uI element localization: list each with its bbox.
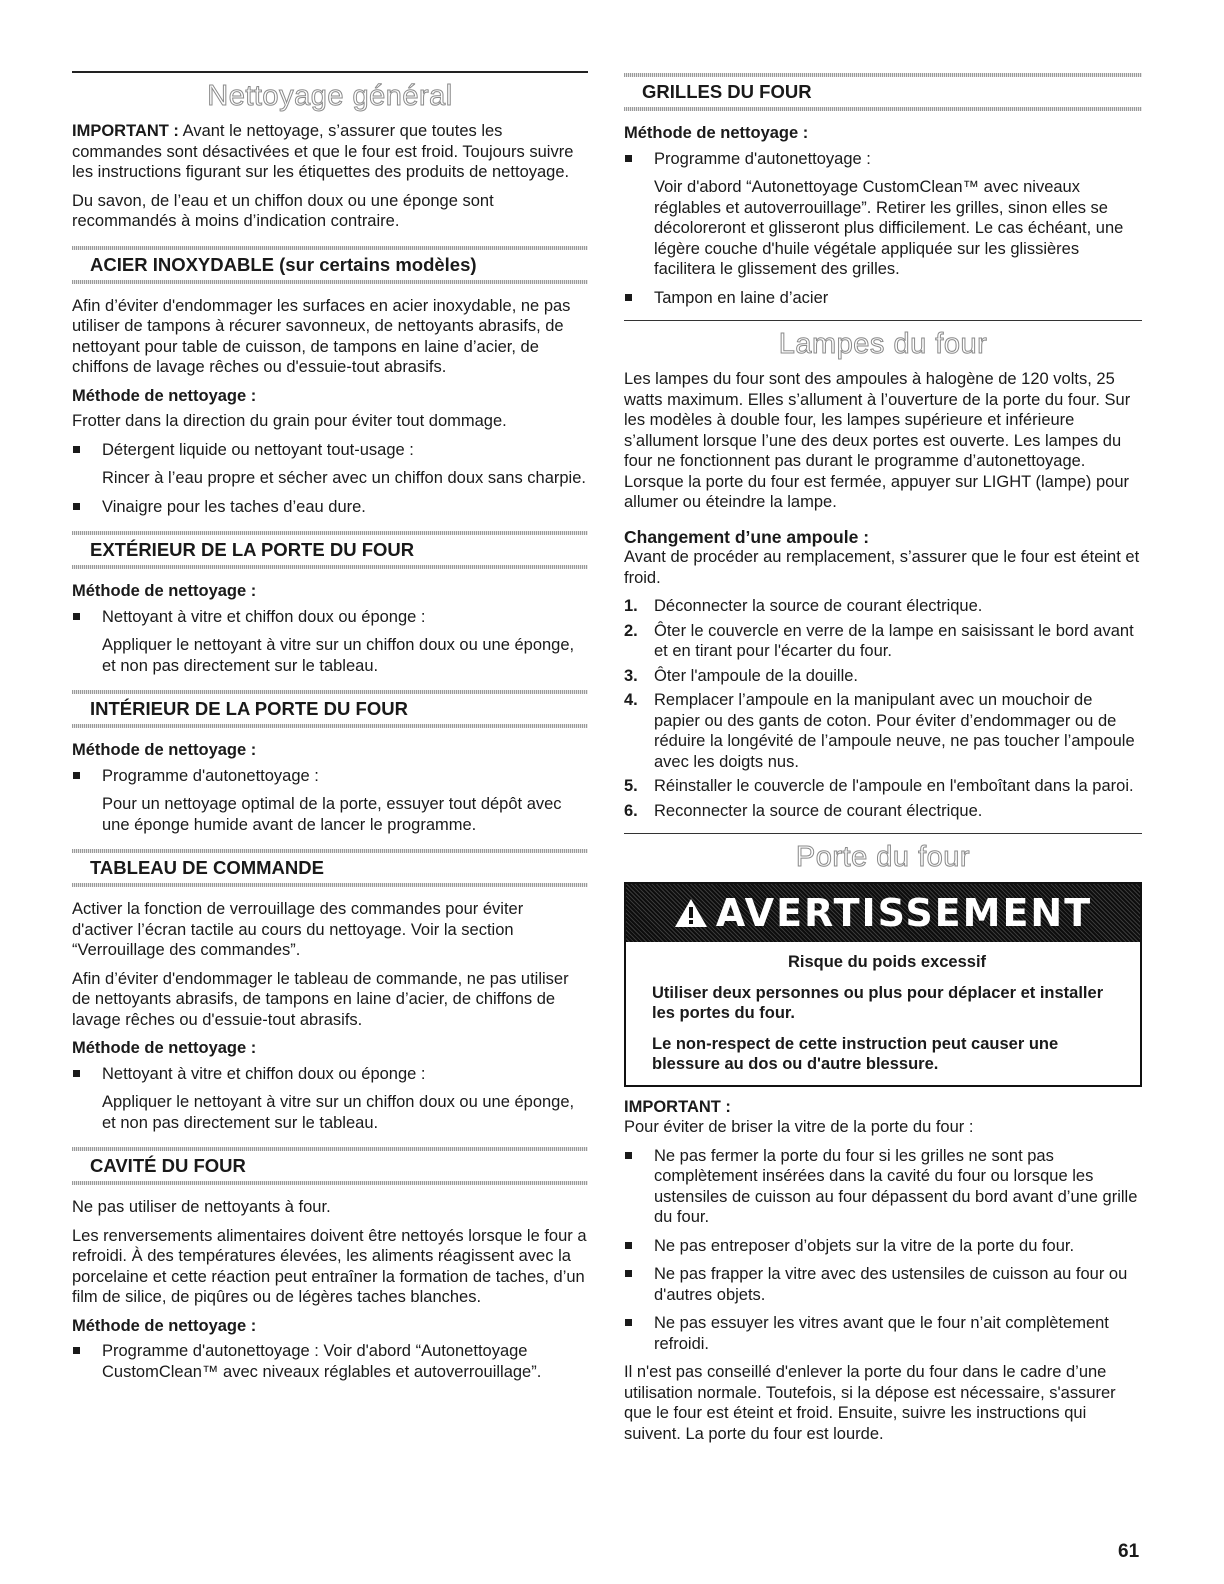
methode-heading: Méthode de nettoyage : [72,741,257,759]
steps-list [624,596,1142,821]
section-title-porte: Porte du four [795,841,971,873]
bullet-item: Programme d'autonettoyage : [72,766,588,787]
bullet-item: Détergent liquide ou nettoyant tout-usage : [72,440,588,461]
section-title-lampes: Lampes du four [778,328,988,360]
band-acier [72,246,588,284]
step-item [624,666,1142,687]
section-title-nettoyage: Nettoyage général [207,80,453,112]
important-label: IMPORTANT : [72,122,179,140]
band-title: CAVITÉ DU FOUR [90,1155,246,1176]
bullet-item: Ne pas frapper la vitre avec des ustensiles de cuisson au four ou d'autres objets. [624,1264,1142,1305]
band-title: GRILLES DU FOUR [642,81,812,102]
warning-body [626,942,1140,1085]
important-label: IMPORTANT : [624,1097,731,1116]
bullet-item: Ne pas fermer la porte du four si les grilles ne sont pas complètement insérées dans la cavité du four ou lorsque les ustensiles de cuisson au four dépassent du bord avant d’une grille du four. [624,1146,1142,1228]
step-number: 4. [624,691,638,709]
band-cavite [72,1147,588,1185]
step-item [624,621,1142,662]
step-number: 5. [624,777,638,795]
step-text: Déconnecter la source de courant électrique. [654,597,983,615]
band-title: ACIER INOXYDABLE (sur certains modèles) [90,253,477,275]
warning-triangle-icon [674,898,708,928]
band-grilles [624,73,1142,111]
bullet-item: Ne pas essuyer les vitres avant que le four n’ait complètement refroidi. [624,1313,1142,1354]
step-number: 2. [624,621,638,640]
band-tableau [72,849,588,887]
warning-box [624,882,1142,1087]
warning-text: Utiliser deux personnes ou plus pour déplacer et installer les portes du four. [652,983,1104,1022]
step-text: Reconnecter la source de courant électrique. [654,801,983,820]
bullet-item: Nettoyant à vitre et chiffon doux ou éponge : [72,1064,588,1085]
step-item [624,801,1142,822]
methode-heading: Méthode de nettoyage : [72,1316,257,1335]
step-number: 1. [624,597,638,615]
step-text: Ôter l'ampoule de la douille. [654,666,859,685]
door-bullets [624,1146,1142,1355]
bullet-detail: Pour un nettoyage optimal de la porte, essuyer tout dépôt avec une éponge humide avant de lancer le programme. [102,795,562,834]
methode-heading: Méthode de nettoyage : [72,386,257,405]
step-item [624,596,1142,617]
warning-title: AVERTISSEMENT [715,890,1093,935]
step-number: 6. [624,801,638,820]
methode-heading: Méthode de nettoyage : [72,582,257,600]
bullet-detail: Rincer à l’eau propre et sécher avec un chiffon doux sans charpie. [102,469,586,487]
band-title: INTÉRIEUR DE LA PORTE DU FOUR [90,698,408,719]
warning-subtitle: Risque du poids excessif [787,953,987,971]
bullet-item: Ne pas entreposer d’objets sur la vitre de la porte du four. [624,1236,1142,1257]
band-interieur [72,690,588,728]
change-heading: Changement d’une ampoule : [624,526,870,547]
warning-text: Le non-respect de cette instruction peut causer une blessure au dos ou d'autre blessure. [652,1034,1059,1073]
band-title: TABLEAU DE COMMANDE [90,857,324,878]
methode-heading: Méthode de nettoyage : [72,1039,257,1057]
bullet-item: Vinaigre pour les taches d’eau dure. [72,497,588,518]
left-column [72,71,588,1390]
step-item [624,690,1142,772]
important-text: Avant le nettoyage, s’assurer que toutes les commandes sont désactivées et que le four est froid. Toujours suivre les instructions figurant sur les étiquettes des produits de nettoyage. [72,122,574,181]
paragraph: Les lampes du four sont des ampoules à halogène de 120 volts, 25 watts maximum. Elles s’allument à l’ouverture de la porte du four. Sur les modèles à double four, les lampes supérieure et inférieure s’allument lorsque l’une des deux portes est ouverte. Les lampes du four ne fonctionnent pas durant le programme d’autonettoyage. Lorsque la porte du four est fermée, appuyer sur LIGHT (lampe) pour allumer ou éteindre la lampe. [624,370,1131,511]
top-rule [72,71,588,73]
step-number: 3. [624,666,638,685]
section-rule [624,320,1142,321]
step-text: Ôter le couvercle en verre de la lampe en saisissant le bord avant et en tirant pour l'écarter du four. [654,621,1134,660]
bullet-item: Programme d'autonettoyage : Voir d'abord “Autonettoyage CustomClean™ avec niveaux réglables et autoverrouillage”. [72,1341,588,1382]
paragraph: Avant de procéder au remplacement, s’assurer que le four est éteint et froid. [624,548,1140,587]
step-item [624,776,1142,797]
step-text: Remplacer l’ampoule en la manipulant avec un mouchoir de papier ou des gants de coton. Pour éviter d’endommager ou de réduire la longévité de l’ampoule neuve, ne pas toucher l’ampoule avec les doigts nus. [654,691,1135,771]
section-rule [624,833,1142,834]
important-paragraph [72,121,588,183]
band-exterieur [72,531,588,569]
step-text: Réinstaller le couvercle de l'ampoule en l'emboîtant dans la paroi. [654,777,1134,795]
bullet-detail: Appliquer le nettoyant à vitre sur un chiffon doux ou une éponge, et non pas directement sur le tableau. [102,636,575,675]
closing-paragraph: Il n'est pas conseillé d'enlever la porte du four dans le cadre d’une utilisation normale. Toutefois, si la dépose est nécessaire, s'assurer que le four est éteint et froid. Ensuite, suivre les instructions qui suivent. La porte du four est lourde. [624,1363,1116,1443]
paragraph: Afin d’éviter d'endommager le tableau de commande, ne pas utiliser de nettoyants abrasifs, de tampons en laine d’acier, de chiffons de lavage rêches ou d'essuie-tout abrasifs. [72,969,569,1029]
warning-header [626,884,1140,942]
paragraph: Les renversements alimentaires doivent être nettoyés lorsque le four a refroidi. À des températures élevées, les aliments réagissent avec la porcelaine et cette réaction peut entraîner la formation de taches, d’un film de silice, de piqûres ou de légères taches blanches. [72,1226,587,1306]
right-column [624,71,1142,1452]
paragraph: Activer la fonction de verrouillage des commandes pour éviter d'activer l’écran tactile au cours du nettoyage. Voir la section “Verrouillage des commandes”. [72,900,524,959]
bullet-detail: Voir d'abord “Autonettoyage CustomClean™ avec niveaux réglables et autoverrouillage”. Retirer les grilles, sinon elles se décoloreront et glisseront plus difficilement. Le cas échéant, une légère couche d'huile végétale appliquée sur les glissières facilitera le glissement des grilles. [654,178,1124,278]
methode-heading: Méthode de nettoyage : [624,124,809,142]
band-title: EXTÉRIEUR DE LA PORTE DU FOUR [90,539,415,560]
bullet-detail: Appliquer le nettoyant à vitre sur un chiffon doux ou une éponge, et non pas directement sur le tableau. [102,1093,575,1132]
bullet-item: Tampon en laine d’acier [624,288,1142,309]
paragraph: Afin d’éviter d'endommager les surfaces en acier inoxydable, ne pas utiliser de tampons à récurer savonneux, de nettoyants abrasifs, de nettoyant pour table de cuisson, de tampons en laine d’acier, de chiffons de lavage rêches ou d'essuie-tout abrasifs. [72,296,571,376]
intro-paragraph: Du savon, de l’eau et un chiffon doux ou une éponge sont recommandés à moins d’indication contraire. [72,191,494,230]
bullet-item: Programme d'autonettoyage : [624,149,1142,170]
page-number: 61 [1118,1541,1140,1562]
paragraph: Pour éviter de briser la vitre de la porte du four : [624,1118,974,1136]
paragraph: Ne pas utiliser de nettoyants à four. [72,1198,331,1216]
paragraph: Frotter dans la direction du grain pour éviter tout dommage. [72,412,507,430]
bullet-item: Nettoyant à vitre et chiffon doux ou éponge : [72,607,588,628]
